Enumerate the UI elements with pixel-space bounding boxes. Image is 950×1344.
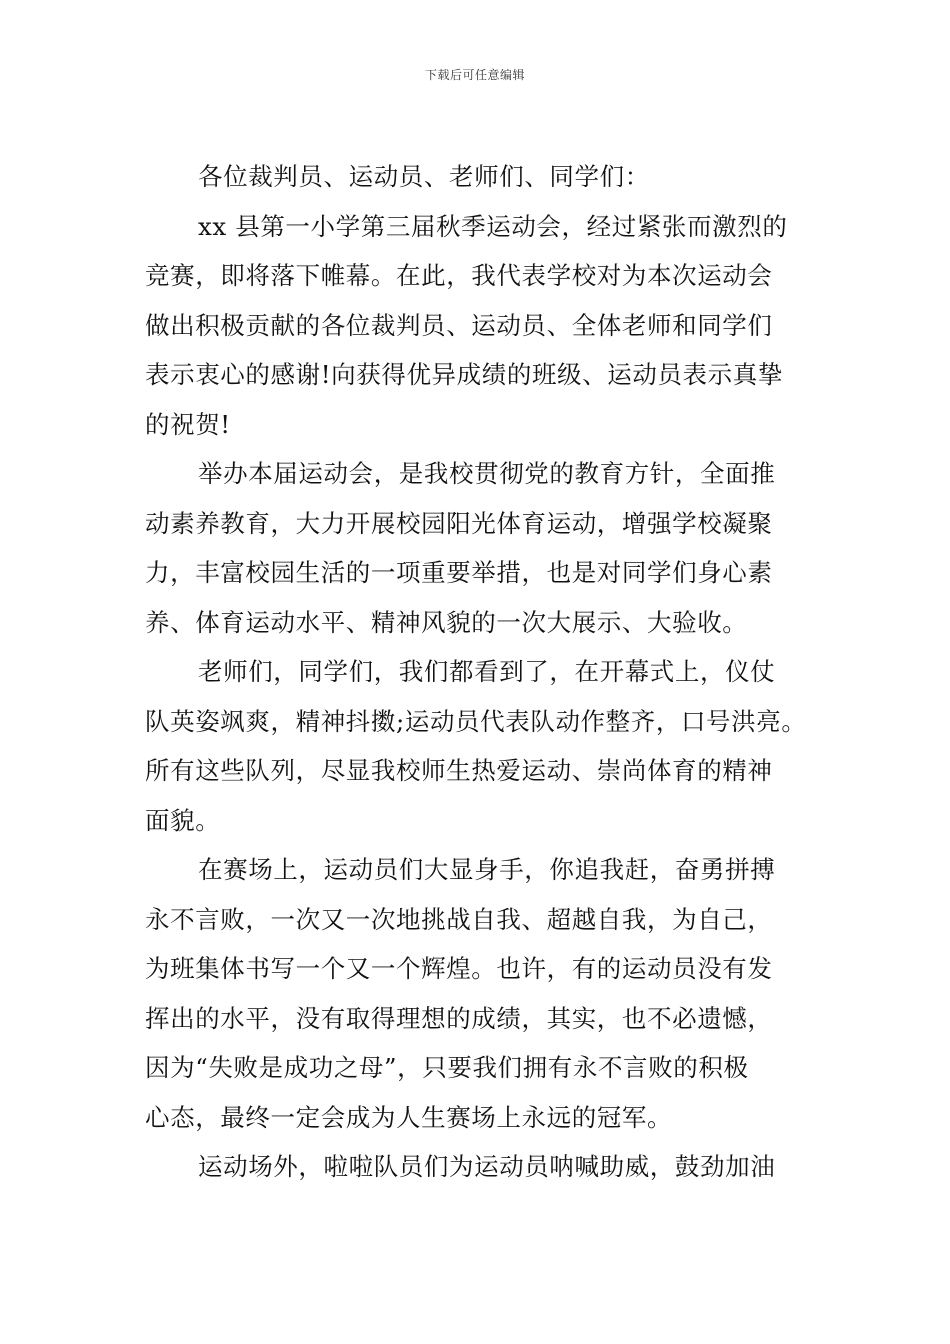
text-line: 做出积极贡献的各位裁判员、运动员、全体老师和同学们 (145, 310, 773, 340)
text-line: 举办本届运动会，是我校贯彻党的教育方针，全面推 (198, 459, 776, 488)
text-line: 面貌。 (145, 805, 221, 835)
page-header-note: 下载后可任意编辑 (424, 68, 525, 82)
text-line: 养、体育运动水平、精神风貌的一次大展示、大验收。 (145, 607, 748, 637)
text-line: xx 县第一小学第三届秋季运动会，经过紧张而激烈的 (198, 211, 788, 241)
text-line: 老师们，同学们，我们都看到了，在开幕式上，仪仗 (198, 657, 776, 686)
text-line: 为班集体书写一个又一个辉煌。也许，有的运动员没有发 (145, 954, 773, 983)
text-line: 在赛场上，运动员们大显身手，你追我赶，奋勇拼搏 (198, 855, 776, 884)
text-line: 竞赛，即将落下帷幕。在此，我代表学校对为本次运动会 (145, 261, 773, 290)
text-line: 队英姿飒爽，精神抖擞;运动员代表队动作整齐，口号洪亮。 (145, 706, 807, 736)
text-line: 各位裁判员、运动员、老师们、同学们： (198, 162, 650, 191)
text-line: 动素养教育，大力开展校园阳光体育运动，增强学校凝聚 (145, 508, 773, 538)
text-line: 力，丰富校园生活的一项重要举措，也是对同学们身心素 (145, 558, 773, 587)
text-line: 挥出的水平，没有取得理想的成绩，其实，也不必遗憾， (145, 1003, 773, 1033)
text-line: 因为“失败是成功之母”，只要我们拥有永不言败的积极 (145, 1053, 749, 1082)
text-line: 的祝贺! (145, 409, 231, 439)
text-line: 表示衷心的感谢!向获得优异成绩的班级、运动员表示真挚 (145, 360, 783, 389)
document-body (145, 152, 815, 1192)
text-line: 心态，最终一定会成为人生赛场上永远的冠军。 (145, 1102, 673, 1132)
text-line: 运动场外，啦啦队员们为运动员呐喊助威，鼓劲加油 (198, 1152, 776, 1181)
text-line: 永不言败，一次又一次地挑战自我、超越自我，为自己， (145, 904, 773, 934)
text-line: 所有这些队列，尽显我校师生热爱运动、崇尚体育的精神 (145, 756, 773, 785)
